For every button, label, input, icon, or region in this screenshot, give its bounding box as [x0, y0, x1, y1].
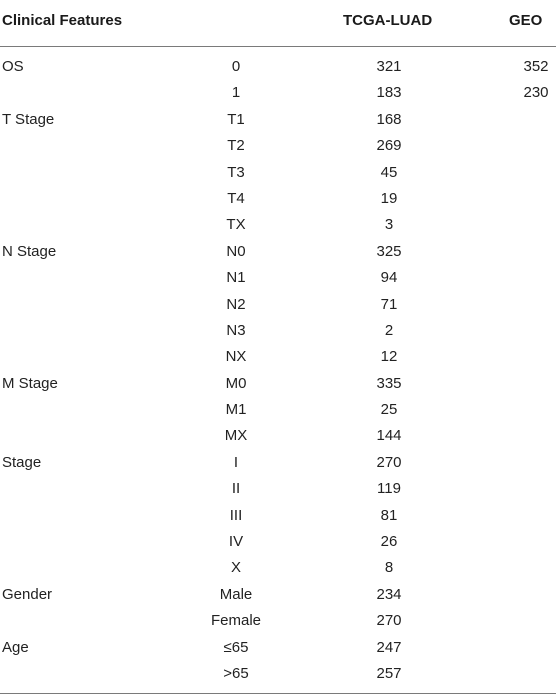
cell-level: IV	[228, 533, 244, 551]
table-row	[0, 292, 556, 318]
cell-clinical-feature: Gender	[2, 585, 53, 603]
cell-tcga-luad: 8	[384, 559, 394, 577]
cell-level: T1	[227, 110, 245, 128]
cell-tcga-luad: 119	[377, 480, 401, 498]
cell-level: NX	[225, 348, 247, 366]
cell-tcga-luad: 25	[380, 401, 398, 419]
cell-level: Male	[219, 585, 253, 603]
cell-tcga-luad: 247	[376, 638, 402, 656]
cell-level: N2	[226, 295, 246, 313]
cell-tcga-luad: 45	[380, 163, 398, 181]
cell-level: ≤65	[223, 638, 249, 656]
cell-level: N1	[226, 269, 246, 287]
cell-level: MX	[224, 427, 248, 445]
table-row	[0, 107, 556, 133]
table-row	[0, 450, 556, 476]
cell-geo: 230	[523, 84, 549, 102]
cell-level: M1	[225, 401, 247, 419]
cell-level: T4	[227, 189, 245, 207]
cell-level: I	[233, 453, 239, 471]
cell-geo: 352	[523, 58, 549, 75]
cell-tcga-luad: 270	[376, 612, 402, 630]
table-row	[0, 608, 556, 634]
cell-level: Female	[210, 612, 262, 630]
table-row	[0, 661, 556, 687]
cell-level: N3	[226, 321, 246, 339]
table-row	[0, 212, 556, 238]
cell-tcga-luad: 19	[380, 189, 398, 207]
cell-level: 0	[231, 58, 241, 75]
table-row	[0, 503, 556, 529]
table-row	[0, 555, 556, 581]
table-row	[0, 397, 556, 423]
cell-clinical-feature: T Stage	[2, 110, 55, 128]
cell-tcga-luad: 325	[376, 242, 402, 260]
cell-tcga-luad: 2	[384, 321, 394, 339]
cell-tcga-luad: 12	[380, 348, 398, 366]
cell-tcga-luad: 269	[376, 137, 402, 155]
cell-level: N0	[226, 242, 246, 260]
table-row	[0, 582, 556, 608]
header-tcga-luad: TCGA-LUAD	[343, 12, 433, 29]
cell-clinical-feature: Age	[2, 638, 29, 656]
cell-tcga-luad: 321	[376, 58, 402, 75]
cell-tcga-luad: 71	[380, 295, 398, 313]
header-clinical-features: Clinical Features	[2, 12, 123, 29]
cell-level: T2	[227, 137, 245, 155]
cell-tcga-luad: 26	[380, 533, 398, 551]
cell-level: X	[231, 559, 242, 577]
table-row	[0, 160, 556, 186]
header-geo: GEO	[509, 12, 543, 29]
cell-level: 1	[231, 84, 241, 102]
cell-clinical-feature: M Stage	[2, 374, 58, 392]
table-row	[0, 239, 556, 265]
cell-tcga-luad: 335	[376, 374, 402, 392]
cell-level: >65	[223, 664, 249, 682]
cell-level: TX	[226, 216, 246, 234]
cell-clinical-feature: OS	[2, 58, 24, 75]
cell-tcga-luad: 257	[376, 664, 402, 682]
cell-tcga-luad: 183	[376, 84, 402, 102]
table-bottom-rule	[0, 693, 556, 694]
table-row	[0, 344, 556, 370]
cell-tcga-luad: 81	[380, 506, 398, 524]
cell-tcga-luad: 3	[384, 216, 394, 234]
table-row	[0, 54, 556, 80]
cell-clinical-feature: Stage	[2, 453, 42, 471]
cell-clinical-feature: N Stage	[2, 242, 57, 260]
table-row	[0, 133, 556, 159]
table-row	[0, 423, 556, 449]
cell-tcga-luad: 144	[376, 427, 402, 445]
table-header	[0, 0, 556, 47]
table-row	[0, 371, 556, 397]
cell-level: II	[231, 480, 241, 498]
table-row	[0, 80, 556, 106]
table-row	[0, 529, 556, 555]
table-row	[0, 476, 556, 502]
cell-level: M0	[225, 374, 247, 392]
cell-tcga-luad: 94	[380, 269, 398, 287]
table-row	[0, 186, 556, 212]
table-row	[0, 265, 556, 291]
cell-level: III	[229, 506, 243, 524]
cell-tcga-luad: 168	[376, 110, 402, 128]
table-row	[0, 635, 556, 661]
table-row	[0, 318, 556, 344]
cell-tcga-luad: 270	[376, 453, 402, 471]
cell-tcga-luad: 234	[376, 585, 402, 603]
cell-level: T3	[227, 163, 245, 181]
table-body	[0, 54, 556, 687]
